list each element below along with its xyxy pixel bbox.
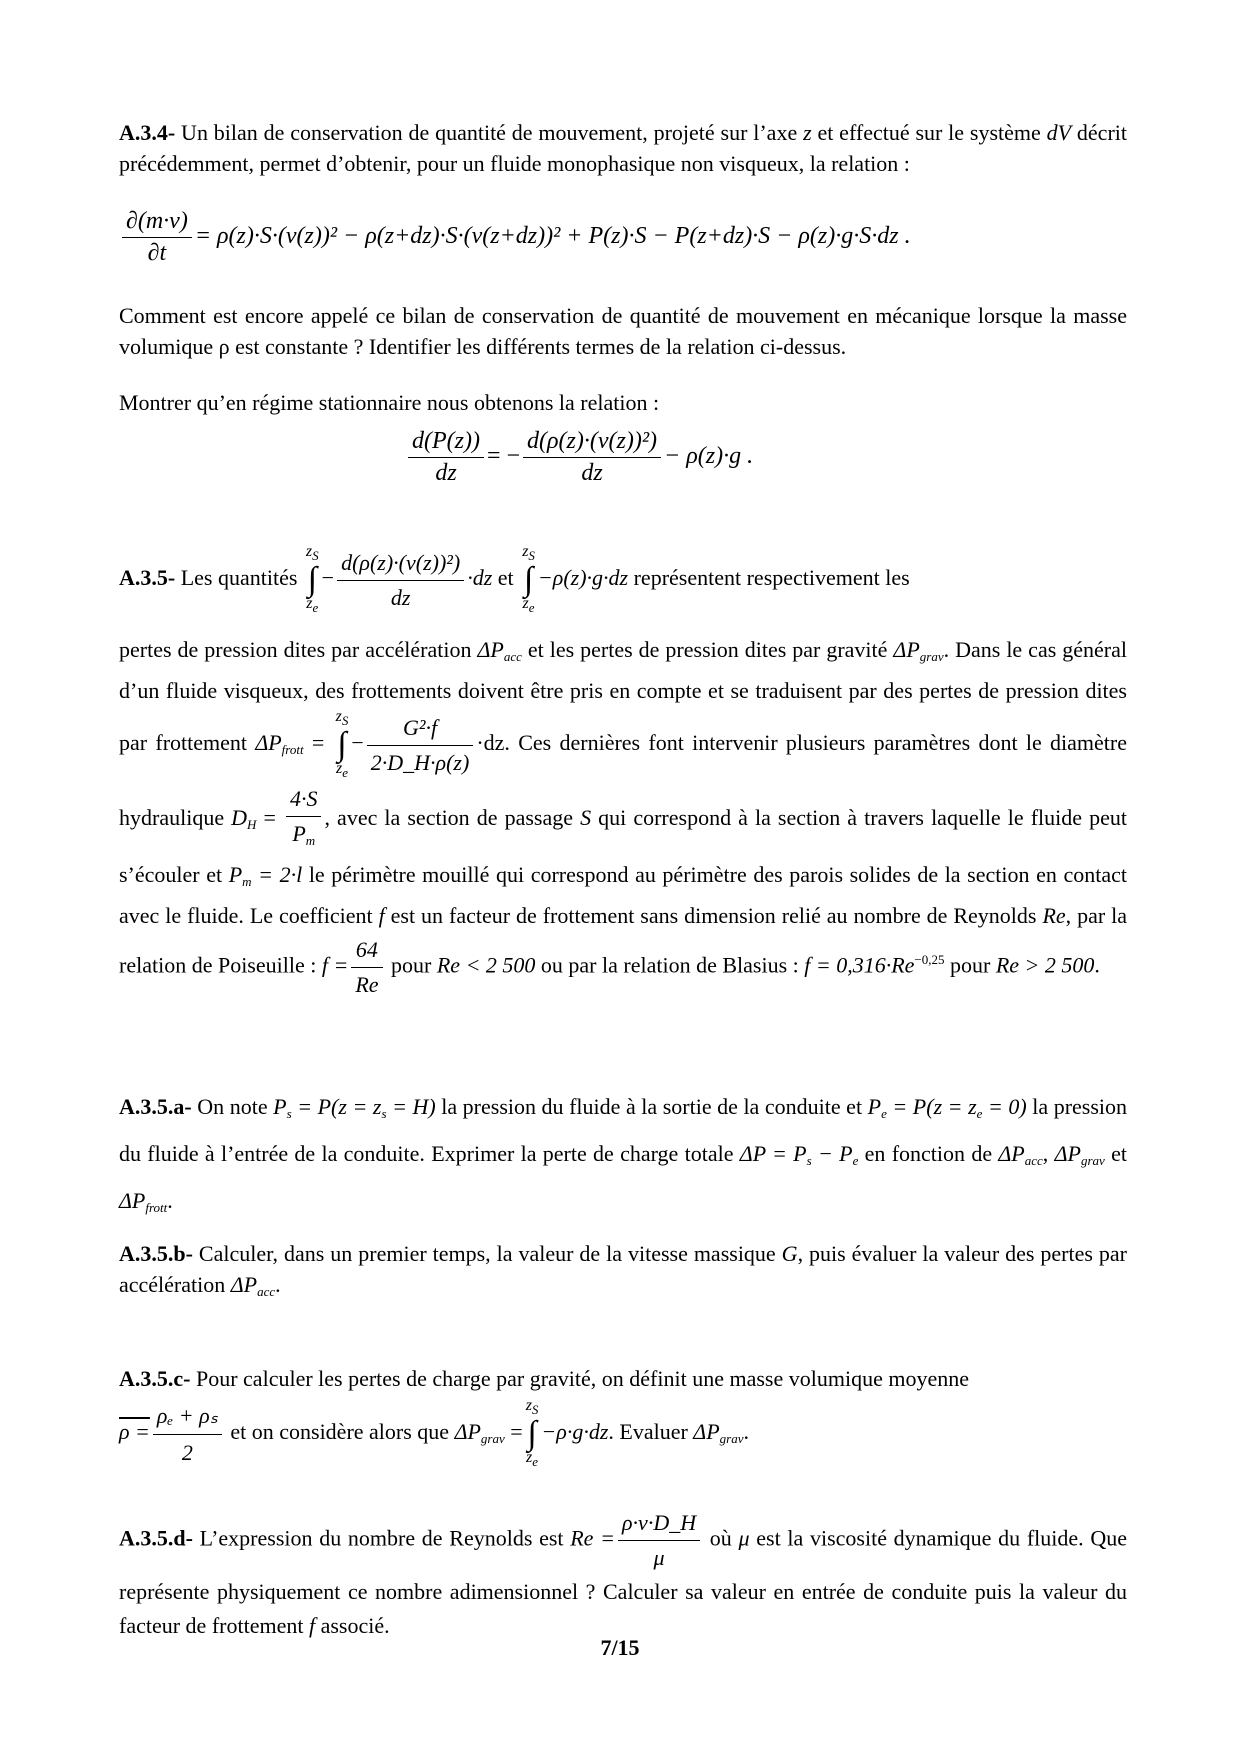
text: . <box>275 1272 281 1297</box>
subscript: acc <box>257 1284 276 1299</box>
exponent: −0,25 <box>914 952 945 968</box>
section-label: A.3.5.d- <box>119 1525 193 1551</box>
numerator: 64 <box>351 933 382 968</box>
subscript: e <box>852 1153 859 1168</box>
section-label: A.3.5- <box>119 565 176 591</box>
text: la pression du fluide à l’entrée de la conduite. Exprimer la perte de charge totale <box>119 1094 1128 1166</box>
fraction <box>286 782 322 858</box>
equation-tail: − ρ(z)·g . <box>664 443 754 470</box>
page-number: 7/15 <box>600 1635 640 1660</box>
fraction <box>122 206 192 269</box>
text: décrit précédemment, permet d’obtenir, pour un fluide monophasique non visqueux, la relation : <box>119 120 1127 176</box>
subscript: acc <box>503 649 522 664</box>
stationary-equation <box>405 426 753 489</box>
numerator: 4·S <box>286 782 322 817</box>
text: est la viscosité dynamique du fluide. Que représente physiquement ce nombre adimensionnel ? Calculer sa valeur en entrée de conduite puis la valeur du facteur de frottement <box>119 1525 1128 1638</box>
integrand: −ρ·g·dz <box>541 1419 609 1445</box>
integral-grav: $z_S$ ∫ $z_e$ <box>522 543 535 615</box>
bound-sub: e <box>312 600 319 615</box>
subscript: s <box>286 1106 292 1121</box>
denominator: μ <box>653 1545 665 1570</box>
equation: − P <box>811 1141 853 1166</box>
bound-sub: S <box>341 713 349 728</box>
text: ou par la relation de Blasius : <box>535 952 805 978</box>
paragraph-a34-stationary: Montrer qu’en régime stationnaire nous obtenons la relation : <box>119 390 660 415</box>
variable: D <box>231 805 248 831</box>
operator: = − <box>486 443 521 470</box>
equation: = P(z = z <box>291 1094 382 1119</box>
section-label: A.3.4- <box>119 120 176 145</box>
numerator: ∂(m·v) <box>122 206 192 238</box>
variable: P <box>273 1094 287 1119</box>
text: et les pertes de pression dites par gravité <box>521 637 894 662</box>
numerator: d(ρ(z)·(v(z))²) <box>523 426 661 458</box>
variable: dV <box>1046 120 1072 145</box>
momentum-equation <box>119 206 911 269</box>
fraction <box>337 546 464 615</box>
fraction <box>351 933 382 1002</box>
equation-rhs: = ρ(z)·S·(v(z))² − ρ(z+dz)·S·(v(z+dz))² + P(z)·S − P(z+dz)·S − ρ(z)·g·S·dz . <box>194 223 911 250</box>
variable: ΔP <box>893 637 920 662</box>
paragraph-a35-losses: pertes de pression dites par accélération $\Delta P_{acc}$ et les pertes de pression dites par gravité $\Delta P_{grav}$. Dans le cas général d’un fluide visqueux, des frottements doivent être pris en compte et se traduisent par des pertes de pression dites par frottement $\Delta P_{frott}$ = $z_S$ ∫ $z_e$ − $\frac{\text{G²·f}}{2\cdot D\_H\cdot\rho(z)}$ ·dz. Ces dernières font intervenir plusieurs paramètres dont le diamètre hydraulique $D_H$ = $\frac{4\cdot S}{P_m}$ , avec la section de passage S qui correspond à la section à travers laquelle le fluide peut s’écouler et $P_m = 2\cdot l$ le périmètre mouillé qui correspond au périmètre des parois solides de la section en contact avec le fluide. Le coefficient f est un facteur de frottement sans dimension relié au nombre de Reynolds Re, par la relation de Poiseuille : f = $\frac{64}{Re}$ pour Re < 2 500 ou par la relation de Blasius : $f = 0,316\cdot Re^{-0,25}$ pour Re > 2 500. <box>119 633 1127 1002</box>
bound-sub: S <box>531 1402 539 1417</box>
text: L’expression du nombre de Reynolds est <box>192 1525 571 1551</box>
paragraph-a35c <box>119 1361 1127 1471</box>
section-label: A.3.5.a- <box>119 1094 192 1119</box>
text: , <box>1042 1141 1055 1166</box>
integral-grav-mean: $z_S$ ∫ $z_e$ <box>525 1397 539 1469</box>
fraction <box>523 426 661 489</box>
condition: Re < 2 500 <box>436 952 536 978</box>
bound: z <box>525 1397 532 1414</box>
text: pour <box>385 952 437 978</box>
variable: P <box>867 1094 882 1119</box>
text: , par la relation de Poiseuille : <box>119 903 1128 978</box>
text: la pression du fluide à la sortie de la conduite et <box>435 1094 868 1119</box>
fraction <box>618 1506 700 1575</box>
text: est un facteur de frottement sans dimension relié au nombre de Reynolds <box>384 903 1043 928</box>
equation: f = 0,316·Re <box>804 952 915 978</box>
paragraph-a34-intro <box>119 117 1127 179</box>
bound-sub: e <box>528 600 535 615</box>
equation: = 2·l <box>251 862 303 887</box>
operator: = <box>504 1419 523 1445</box>
denominator: 2 <box>181 1439 193 1465</box>
paragraph-a34-question: Comment est encore appelé ce bilan de conservation de quantité de mouvement en mécanique lorsque la masse volumique ρ est constante ? Identifier les différents termes de la relation ci-dessus. <box>119 303 1127 359</box>
text: et <box>492 565 520 591</box>
paragraph-a35a <box>119 1087 1127 1228</box>
fraction <box>367 711 474 780</box>
variable: μ <box>738 1525 750 1551</box>
subscript: m <box>305 833 316 848</box>
paragraph-a35b <box>119 1238 1127 1307</box>
equation: = 0) <box>982 1094 1027 1119</box>
denominator: P <box>292 821 306 846</box>
subscript: grav <box>1080 1153 1105 1168</box>
fraction <box>153 1398 222 1471</box>
text: , avec la section de passage <box>324 805 581 831</box>
variable: G <box>781 1241 798 1266</box>
subscript: acc <box>1024 1153 1043 1168</box>
bound: z <box>526 1449 533 1466</box>
equation: f = <box>321 952 349 978</box>
subscript: s <box>381 1106 387 1121</box>
variable: f <box>308 1613 316 1638</box>
integral-frott: $z_S$ ∫ $z_e$ <box>335 708 349 780</box>
subscript: e <box>976 1106 983 1121</box>
text: le périmètre mouillé qui correspond au périmètre des parois solides de la section en contact avec le fluide. Le coefficient <box>119 862 1127 928</box>
variable: ΔP <box>230 1272 258 1297</box>
text: On note <box>191 1094 274 1119</box>
subscript: grav <box>919 649 944 664</box>
variable: S <box>580 805 592 831</box>
bound: z <box>306 595 313 612</box>
text: qui correspond à la section à travers laquelle le fluide peut s’écouler et <box>119 805 1127 887</box>
variable: ΔP <box>693 1419 720 1445</box>
variable: ΔP <box>454 1419 481 1445</box>
subscript: grav <box>480 1431 505 1447</box>
integrand: −ρ(z)·g·dz <box>537 565 629 591</box>
subscript: frott <box>281 742 304 758</box>
condition: Re > 2 500 <box>995 952 1095 978</box>
text: ·dz. Ces dernières font intervenir plusieurs paramètres dont le diamètre hydraulique <box>119 730 1127 831</box>
bound: z <box>335 708 342 725</box>
denominator: 2·D_H·ρ(z) <box>370 749 470 775</box>
text: et effectué sur le système <box>811 120 1047 145</box>
text: en fonction de <box>858 1141 999 1166</box>
equation: = H) <box>386 1094 436 1119</box>
text: . <box>1094 952 1100 978</box>
text: . <box>743 1419 749 1445</box>
subscript: frott <box>145 1200 168 1215</box>
denominator: dz <box>581 460 603 486</box>
text: représentent respectivement les <box>628 565 910 591</box>
bound: z <box>522 543 529 560</box>
denominator: dz <box>390 584 411 610</box>
text: et on considère alors que <box>224 1419 455 1445</box>
subscript: H <box>247 817 257 833</box>
variable: ΔP <box>477 637 504 662</box>
text: associé. <box>315 1613 390 1638</box>
text: pertes de pression dites par accélération <box>119 637 478 662</box>
denominator: dz <box>435 460 457 486</box>
text: où <box>703 1525 739 1551</box>
paragraph-a35d <box>119 1506 1127 1643</box>
equation: Re = <box>570 1525 615 1551</box>
text: Les quantités <box>175 565 303 591</box>
bound-sub: S <box>312 548 319 563</box>
section-label: A.3.5.c- <box>119 1366 191 1391</box>
text: pour <box>950 952 996 978</box>
bound-sub: e <box>342 765 348 780</box>
numerator: d(P(z)) <box>408 426 484 458</box>
bound: z <box>522 595 529 612</box>
subscript: grav <box>719 1431 744 1447</box>
numerator: ρ·v·D_H <box>618 1506 700 1541</box>
text: et <box>1104 1141 1127 1166</box>
bound-sub: e <box>532 1454 539 1469</box>
numerator: G²·f <box>367 711 474 746</box>
paragraph-a35-quantities: A.3.5- Les quantités $z_S$ ∫ $z_e$ − $\frac{\text{d(ρ(z)·(v(z))²)}}{dz}$ ·dz et $z_S$ ∫ $z_e$ −ρ(z)·g·dz représentent respectivement les <box>119 543 910 615</box>
bound: z <box>335 760 343 777</box>
numerator: ρₑ + ρₛ <box>153 1398 222 1435</box>
variable: ΔP <box>255 730 282 756</box>
text: Un bilan de conservation de quantité de mouvement, projeté sur l’axe <box>175 120 804 145</box>
variable: ΔP <box>1054 1141 1081 1166</box>
variable: P <box>228 862 243 887</box>
integrand-tail: ·dz <box>467 565 493 591</box>
variable: ΔP <box>119 1188 146 1213</box>
section-label: A.3.5.b- <box>119 1241 193 1266</box>
variable: ΔP <box>998 1141 1025 1166</box>
equation: = P(z = z <box>886 1094 977 1119</box>
text: . Evaluer <box>608 1419 694 1445</box>
text: , puis évaluer la valeur des pertes par accélération <box>119 1241 1127 1297</box>
variable: ρ = <box>119 1419 150 1445</box>
subscript: m <box>242 874 252 889</box>
text: . <box>167 1188 173 1213</box>
bound: z <box>305 543 313 560</box>
denominator: ∂t <box>147 240 167 266</box>
denominator: Re <box>355 972 379 997</box>
variable: f <box>378 903 385 928</box>
text: Calculer, dans un premier temps, la valeur de la vitesse massique <box>192 1241 782 1266</box>
integral-acc: $z_S$ ∫ $z_e$ <box>305 543 319 615</box>
subscript: s <box>806 1153 812 1168</box>
text: Pour calculer les pertes de charge par gravité, on définit une masse volumique moyenne <box>190 1366 969 1391</box>
variable: z <box>803 120 812 145</box>
text: . Dans le cas général d’un fluide visqueux, des frottements doivent être pris en compte et se traduisent par des pertes de pression dites par frottement <box>119 637 1127 756</box>
numerator: d(ρ(z)·(v(z))²) <box>337 546 464 581</box>
bound-sub: S <box>528 548 535 563</box>
variable: Re <box>1042 903 1066 928</box>
subscript: e <box>881 1106 887 1121</box>
equation: ΔP = P <box>739 1141 807 1166</box>
fraction <box>408 426 484 489</box>
